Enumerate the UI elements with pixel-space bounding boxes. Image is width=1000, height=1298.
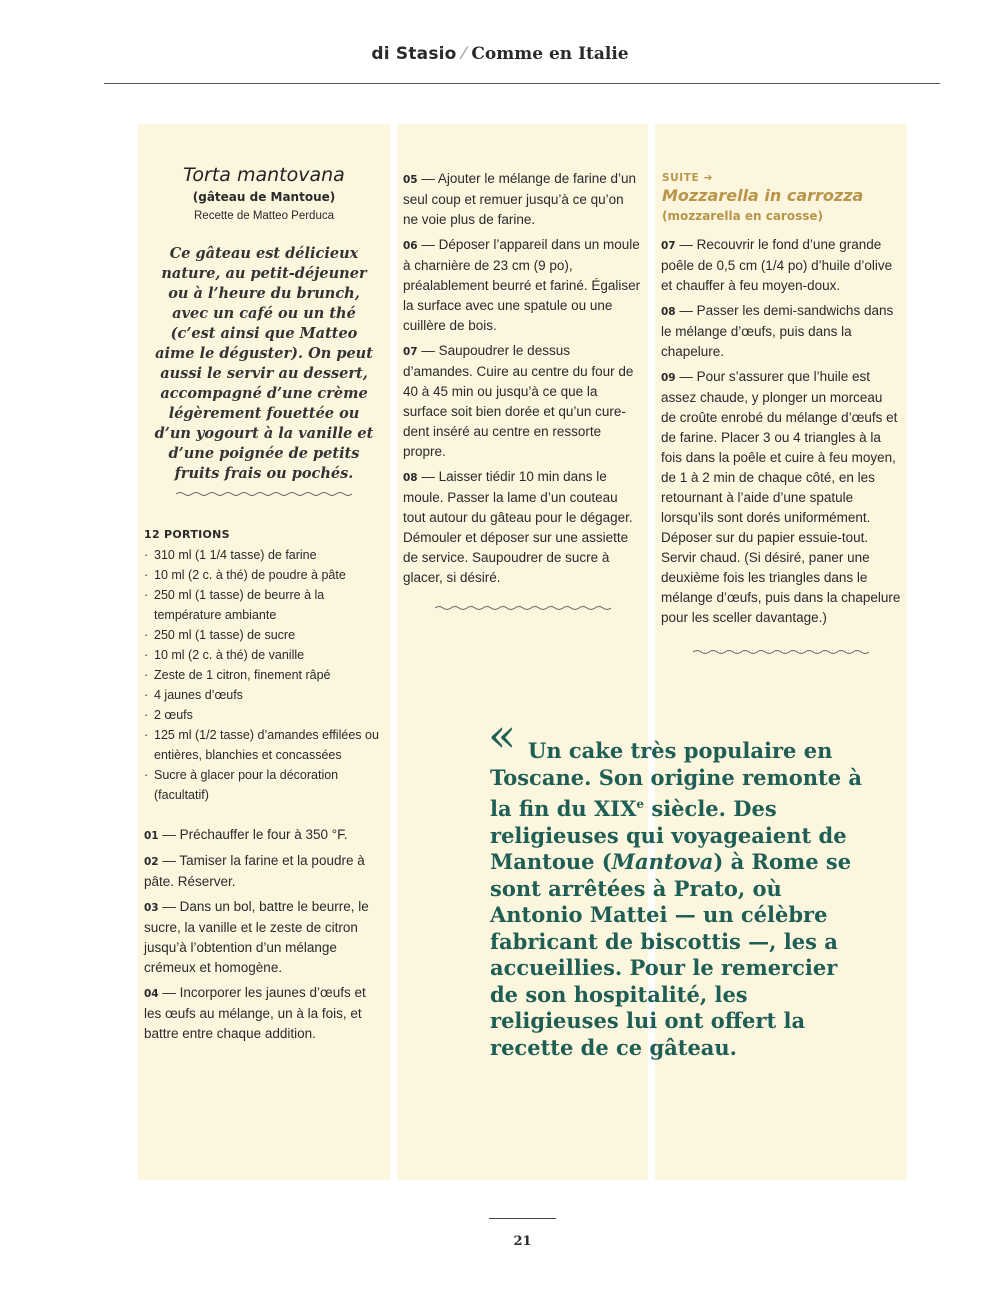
recipe-title: Torta mantovana bbox=[183, 164, 345, 186]
step-06: 06 — Déposer l’appareil dans un moule à charnière de 23 cm (9 po), préalablement beurré et fariné. Égaliser la surface avec une spatule ou une cuillère de bois. bbox=[403, 237, 641, 333]
step-09: 09 — Pour s’assurer que l’huile est assez chaude, y plonger un morceau de croûte enrobé du mélange d’œufs et de farine. Placer 3 ou 4 triangles à la fois dans la poêle et cuire à feu moyen, de 1 à 2 min de chaque côté, en les retournant à l’aide d’une spatule lorsqu’ils sont dorés uniformément. Déposer sur du papier essuie-tout. Servir chaud. (Si désiré, paner une deuxième fois les triangles dans le mélange d’œufs, puis dans la chapelure pour les sceller davantage.) bbox=[661, 369, 901, 625]
step-05: 05 — Ajouter le mélange de farine d’un seul coup et remuer jusqu’à ce qu’on ne voie plus de farine. bbox=[403, 171, 637, 227]
step-08: 08 — Laisser tiédir 10 min dans le moule. Passer la lame d’un couteau tout autour du gâteau pour le dégager. Démouler et déposer sur une assiette de service. Saupoudrer de sucre à glacer, si désiré. bbox=[403, 469, 633, 585]
step-08: 08 — Passer les demi-sandwichs dans le mélange d’œufs, puis dans la chapelure. bbox=[661, 303, 894, 359]
header-separator: ⁄ bbox=[462, 44, 466, 64]
squiggle-divider bbox=[435, 604, 611, 612]
portions-label: 12 PORTIONS bbox=[144, 528, 230, 541]
steps-block-1 bbox=[138, 825, 390, 1044]
ingredient-item: · 310 ml (1 1/4 tasse) de farine bbox=[144, 545, 384, 565]
step-03: 03 — Dans un bol, battre le beurre, le sucre, la vanille et le zeste de citron jusqu’à l’obtention d’un mélange crémeux et homogène. bbox=[144, 899, 369, 975]
steps-block-3 bbox=[655, 235, 907, 628]
quote-mark-icon: « bbox=[488, 708, 517, 762]
pull-quote: Un cake très populaire en Toscane. Son origine remonte à la fin du XIXe siècle. Des religieuses qui voyageaient de Mantoue (Mantova) à Rome se sont arrêtées à Prato, où Antonio Mattei — un célèbre fabricant de biscottis —, les a accueillies. Pour le remercier de son hospitalité, les religieuses lui ont offert la recette de ce gâteau. bbox=[490, 738, 862, 1060]
squiggle-divider bbox=[176, 490, 352, 498]
footer-rule bbox=[489, 1218, 556, 1219]
ingredient-item: · 250 ml (1 tasse) de beurre à la température ambiante bbox=[144, 585, 384, 625]
ingredients-list bbox=[138, 545, 390, 805]
step-07: 07 — Recouvrir le fond d’une grande poêle de 0,5 cm (1/4 po) d’huile d’olive et chauffer à feu moyen-doux. bbox=[661, 237, 893, 293]
step-07: 07 — Saupoudrer le dessus d’amandes. Cuire au centre du four de 40 à 45 min ou jusqu’à ce que la surface soit bien dorée et qu’un cure-dent inséré au centre en ressorte propre. bbox=[403, 343, 634, 459]
recipe-credit: Recette de Matteo Perduca bbox=[194, 210, 334, 222]
header-brand: di Stasio bbox=[371, 44, 457, 64]
recipe2-subtitle: (mozzarella en carosse) bbox=[662, 209, 823, 223]
recipe-subtitle: (gâteau de Mantoue) bbox=[192, 190, 336, 204]
ingredient-item: · 4 jaunes d’œufs bbox=[144, 685, 384, 705]
ingredient-item: · Zeste de 1 citron, finement râpé bbox=[144, 665, 384, 685]
column-1 bbox=[138, 124, 390, 1180]
ingredient-item: · 250 ml (1 tasse) de sucre bbox=[144, 625, 384, 645]
recipe2-title: Mozzarella in carrozza bbox=[662, 186, 864, 205]
ingredient-item: · Sucre à glacer pour la décoration (facultatif) bbox=[144, 765, 384, 805]
step-01: 01 — Préchauffer le four à 350 °F. bbox=[144, 827, 348, 842]
squiggle-divider bbox=[693, 648, 869, 656]
header-book-title: Comme en Italie bbox=[471, 44, 629, 64]
ingredient-item: · 10 ml (2 c. à thé) de poudre à pâte bbox=[144, 565, 384, 585]
steps-block-2 bbox=[397, 169, 648, 588]
ingredient-item: · 125 ml (1/2 tasse) d’amandes effilées ou entières, blanchies et concassées bbox=[144, 725, 384, 765]
step-02: 02 — Tamiser la farine et la poudre à pâte. Réserver. bbox=[144, 853, 365, 889]
step-04: 04 — Incorporer les jaunes d’œufs et les œufs au mélange, un à la fois, et battre entre chaque addition. bbox=[144, 985, 366, 1041]
continued-label: SUITE ➔ bbox=[662, 172, 713, 184]
running-header bbox=[0, 44, 1000, 64]
recipe-intro: Ce gâteau est délicieux nature, au petit-déjeuner ou à l’heure du brunch, avec un café ou un thé (c’est ainsi que Matteo aime le déguster). On peut aussi le servir au dessert, accompagné d’une crème légèrement fouettée ou d’un yogourt à la vanille et d’une poignée de petits fruits frais ou pochés. bbox=[154, 245, 374, 482]
ingredient-item: · 10 ml (2 c. à thé) de vanille bbox=[144, 645, 384, 665]
page-number: 21 bbox=[513, 1234, 532, 1249]
ingredient-item: · 2 œufs bbox=[144, 705, 384, 725]
header-rule bbox=[104, 83, 940, 84]
